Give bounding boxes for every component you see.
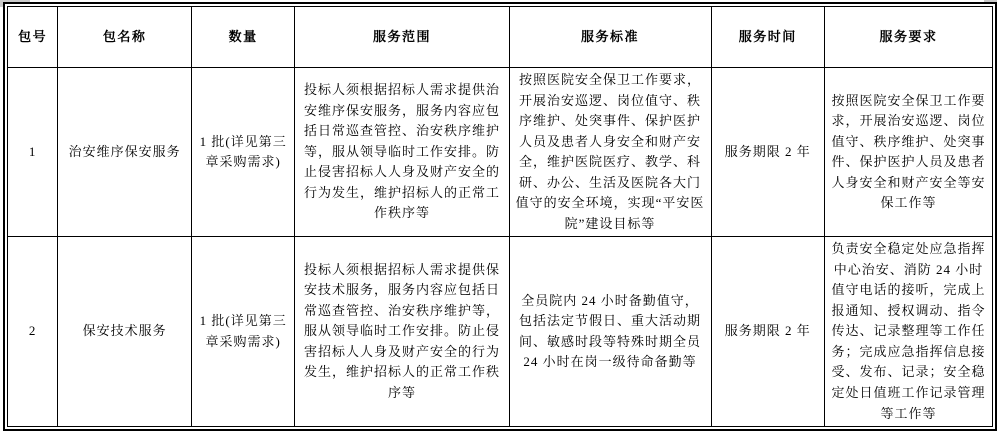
header-package-no: 包号 [8,7,58,68]
cell-service-scope: 投标人须根据招标人需求提供治安维序保安服务，服务内容应包括日常巡查管控、治安秩序维护等，服从领导临时工作安排。防止侵害招标人人身及财产安全的行为发生，维护招标人的正常工作秩序等 [295,68,509,237]
header-quantity: 数量 [191,7,295,68]
cell-service-requirements: 按照医院安全保卫工作要求，开展治安巡逻、岗位值守、秩序维护、处突事件、保护医护人员及患者人身安全和财产安全等安保工作等 [825,68,993,237]
cell-quantity: 1 批(详见第三章采购需求) [191,68,295,237]
cell-service-scope: 投标人须根据招标人需求提供保安技术服务，服务内容应包括日常巡查管控、治安秩序维护等，服从领导临时工作安排。防止侵害招标人人身及财产安全的行为发生，维护招标人的正常工作秩序等 [295,237,509,427]
table-header-row [8,7,993,68]
header-service-requirements: 服务要求 [825,7,993,68]
table-row-package-1 [8,68,993,237]
cell-service-standard: 全员院内 24 小时备勤值守，包括法定节假日、重大活动期间、敏感时段等特殊时期全员 24 小时在岗一级待命备勤等 [509,237,711,427]
cell-service-requirements: 负责安全稳定处应急指挥中心治安、消防 24 小时值守电话的接听，完成上报通知、授权调动、指令传达、记录整理等工作任务；完成应急指挥信息接受、发布、记录；安全稳定处日值班工作记录管理等工作等 [825,237,993,427]
cell-service-standard: 按照医院安全保卫工作要求，开展治安巡逻、岗位值守、秩序维护、处突事件、保护医护人员及患者人身安全和财产安全，维护医院医疗、教学、科研、办公、生活及医院各大门值守的安全环境，实现“平安医院”建设目标等 [509,68,711,237]
cell-package-no: 2 [8,237,58,427]
cell-service-time: 服务期限 2 年 [711,237,825,427]
header-service-time: 服务时间 [711,7,825,68]
header-service-standard: 服务标准 [509,7,711,68]
procurement-table-frame [3,2,997,431]
table-row-package-2 [8,237,993,427]
procurement-packages-table [7,6,993,427]
header-package-name: 包名称 [58,7,192,68]
cell-package-name: 治安维序保安服务 [58,68,192,237]
cell-service-time: 服务期限 2 年 [711,68,825,237]
cell-package-name: 保安技术服务 [58,237,192,427]
cell-package-no: 1 [8,68,58,237]
cell-quantity: 1 批(详见第三章采购需求) [191,237,295,427]
header-service-scope: 服务范围 [295,7,509,68]
